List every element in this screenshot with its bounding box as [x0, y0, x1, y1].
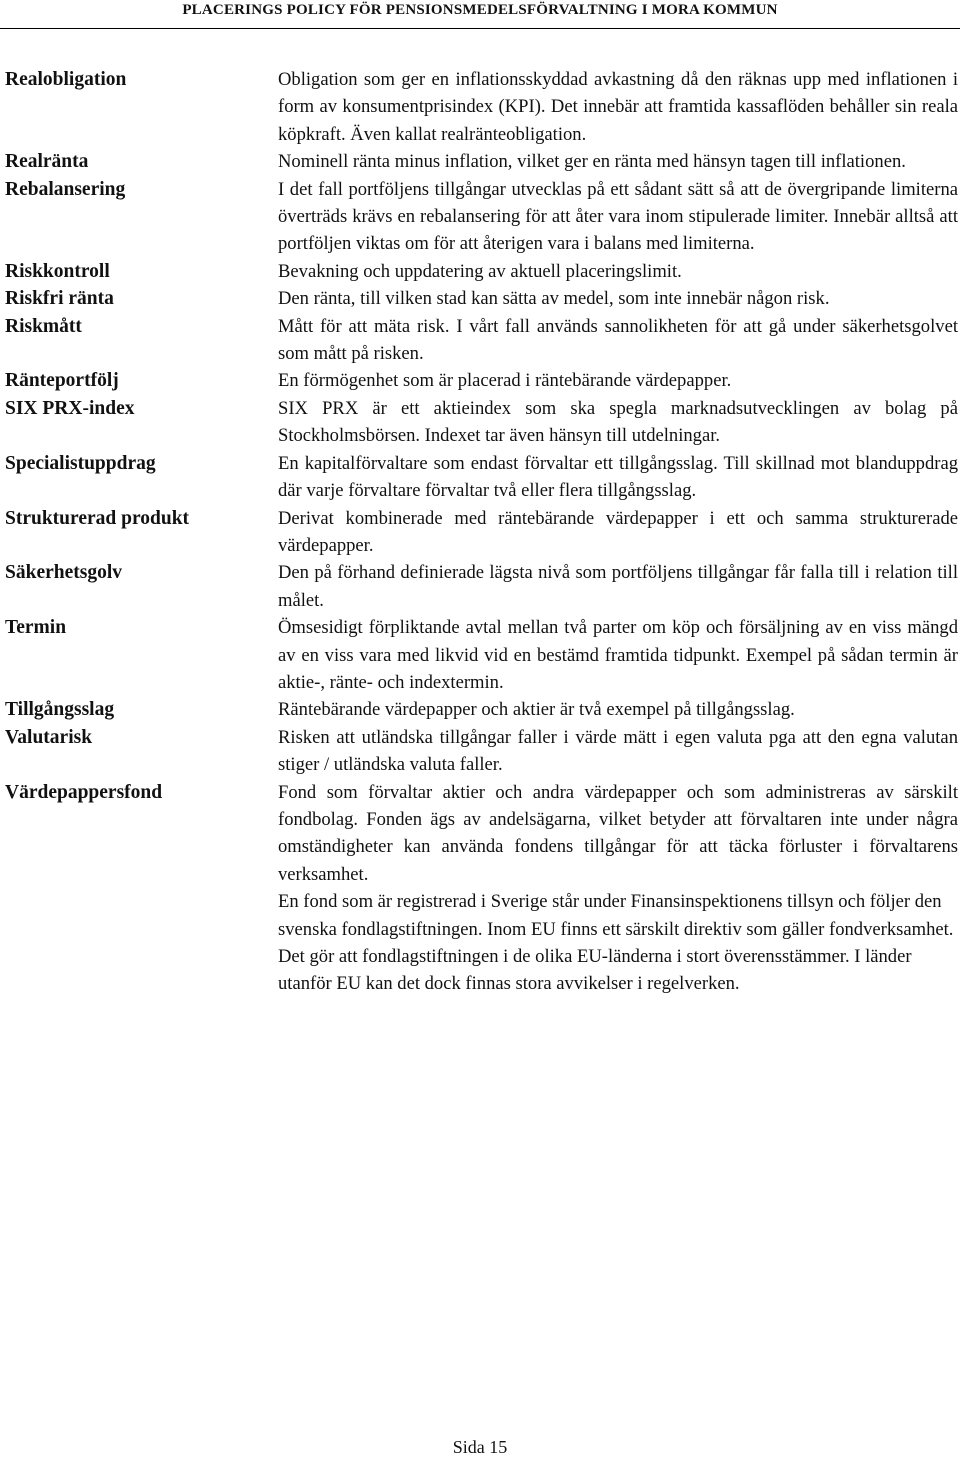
- glossary-entry: [5, 258, 958, 285]
- glossary-term: Värdepappersfond: [5, 781, 163, 803]
- glossary-definition: [278, 696, 958, 723]
- glossary-definition: [278, 176, 958, 258]
- definition-paragraph: En förmögenhet som är placerad i räntebärande värdepapper.: [278, 370, 732, 392]
- glossary-entry: [5, 505, 958, 560]
- glossary-term: Riskmått: [5, 315, 82, 337]
- definition-paragraph: Risken att utländska tillgångar faller i värde mätt i egen valuta pga att den egna valutan stiger / utländska valuta faller.: [278, 726, 958, 776]
- glossary-entry: [5, 66, 958, 148]
- definition-paragraph: En fond som är registrerad i Sverige står under Finansinspektionens tillsyn och följer den svenska fondlagstiftningen. Inom EU finns ett särskilt direktiv som gäller fondverksamhet. Det gör att fondlagstiftningen i de olika EU-länderna i stort överensstämmer. I länder utanför EU kan det dock finnas stora avvikelser i regelverken.: [278, 891, 954, 995]
- glossary-definition: [278, 395, 958, 450]
- glossary-term: Valutarisk: [5, 726, 93, 748]
- page-number: Sida 15: [452, 1437, 508, 1457]
- glossary-definition: [278, 450, 958, 505]
- header-title: PLACERINGS POLICY FÖR PENSIONSMEDELSFÖRVALTNING I MORA KOMMUN: [182, 2, 778, 18]
- glossary-definition: [278, 614, 958, 696]
- glossary-entry: [5, 450, 958, 505]
- glossary-term: Rebalansering: [5, 178, 126, 200]
- glossary-definition: [278, 313, 958, 368]
- glossary-definition: [278, 724, 958, 779]
- glossary-definition: [278, 258, 958, 285]
- definition-paragraph: Ömsesidigt förpliktande avtal mellan två parter om köp och försäljning av en viss mängd av en viss vara med likvid vid en bestämd framtida tidpunkt. Exempel på sådan termin är aktie-, ränte- och indextermin.: [278, 617, 958, 693]
- glossary-term: Ränteportfölj: [5, 370, 119, 392]
- glossary-term: Realränta: [5, 151, 89, 173]
- glossary-term: Säkerhetsgolv: [5, 562, 122, 584]
- definition-paragraph: Den ränta, till vilken stad kan sätta av medel, som inte innebär någon risk.: [278, 288, 830, 310]
- glossary-term: Strukturerad produkt: [5, 507, 190, 529]
- glossary-definition: [278, 559, 958, 614]
- glossary-definition: [278, 285, 958, 312]
- glossary-definition: [278, 779, 958, 998]
- definition-paragraph: Obligation som ger en inflationsskyddad avkastning då den räknas upp med inflationen i form av konsumentprisindex (KPI). Det innebär att framtida kassaflöden behåller sin reala köpkraft. Även kallat realränteobligation.: [278, 69, 958, 145]
- glossary-term: Realobligation: [5, 69, 127, 90]
- glossary-term: Tillgångsslag: [5, 699, 115, 721]
- glossary-entry: [5, 176, 958, 258]
- glossary-entry: [5, 559, 958, 614]
- page-header: [0, 0, 960, 29]
- glossary-entry: [5, 724, 958, 779]
- definition-paragraph: SIX PRX är ett aktieindex som ska spegla marknadsutvecklingen av bolag på Stockholmsbörsen. Indexet tar även hänsyn till utdelningar.: [278, 397, 958, 447]
- glossary-definition: [278, 66, 958, 148]
- glossary-entry: [5, 313, 958, 368]
- glossary-definition: [278, 148, 958, 175]
- glossary-entry: [5, 614, 958, 696]
- definition-paragraph: Bevakning och uppdatering av aktuell placeringslimit.: [278, 260, 682, 282]
- glossary-term: Riskkontroll: [5, 260, 110, 282]
- definition-paragraph: Derivat kombinerade med räntebärande värdepapper i ett och samma strukturerade värdepapper.: [278, 507, 958, 556]
- definition-paragraph: Nominell ränta minus inflation, vilket ger en ränta med hänsyn tagen till inflationen.: [278, 151, 906, 173]
- glossary-entry: [5, 148, 958, 175]
- glossary-entry: [5, 696, 958, 723]
- glossary-list: [5, 66, 958, 998]
- glossary-term: Riskfri ränta: [5, 288, 114, 310]
- glossary-definition: [278, 505, 958, 560]
- glossary-entry: [5, 285, 958, 312]
- definition-paragraph: Fond som förvaltar aktier och andra värdepapper och som administreras av särskilt fondbolag. Fonden ägs av andelsägarna, vilket betyder att förvaltaren inte under några omständigheter kan använda fondens tillgångar för att täcka förluster i förvaltarens verksamhet.: [278, 781, 958, 885]
- definition-paragraph: En kapitalförvaltare som endast förvaltar ett tillgångsslag. Till skillnad mot blanduppdrag där varje förvaltare förvaltar två eller flera tillgångsslag.: [278, 452, 958, 502]
- glossary-term: Specialistuppdrag: [5, 452, 156, 474]
- definition-paragraph: Räntebärande värdepapper och aktier är två exempel på tillgångsslag.: [278, 699, 795, 721]
- glossary-entry: [5, 395, 958, 450]
- glossary-definition: [278, 367, 958, 394]
- glossary-term: Termin: [5, 617, 67, 639]
- glossary-term: SIX PRX-index: [5, 397, 135, 419]
- glossary-entry: [5, 367, 958, 394]
- definition-paragraph: Den på förhand definierade lägsta nivå som portföljens tillgångar får falla till i relation till målet.: [278, 562, 958, 611]
- glossary-entry: [5, 779, 958, 998]
- definition-paragraph: I det fall portföljens tillgångar utvecklas på ett sådant sätt så att de övergripande limiterna överträds krävs en rebalansering för att åter vara inom stipulerade limiter. Innebär alltså att portföljen viktas om för att återigen vara i balans med limiterna.: [278, 178, 958, 255]
- definition-paragraph: Mått för att mäta risk. I vårt fall används sannolikheten för att gå under säkerhetsgolvet som mått på risken.: [278, 315, 958, 365]
